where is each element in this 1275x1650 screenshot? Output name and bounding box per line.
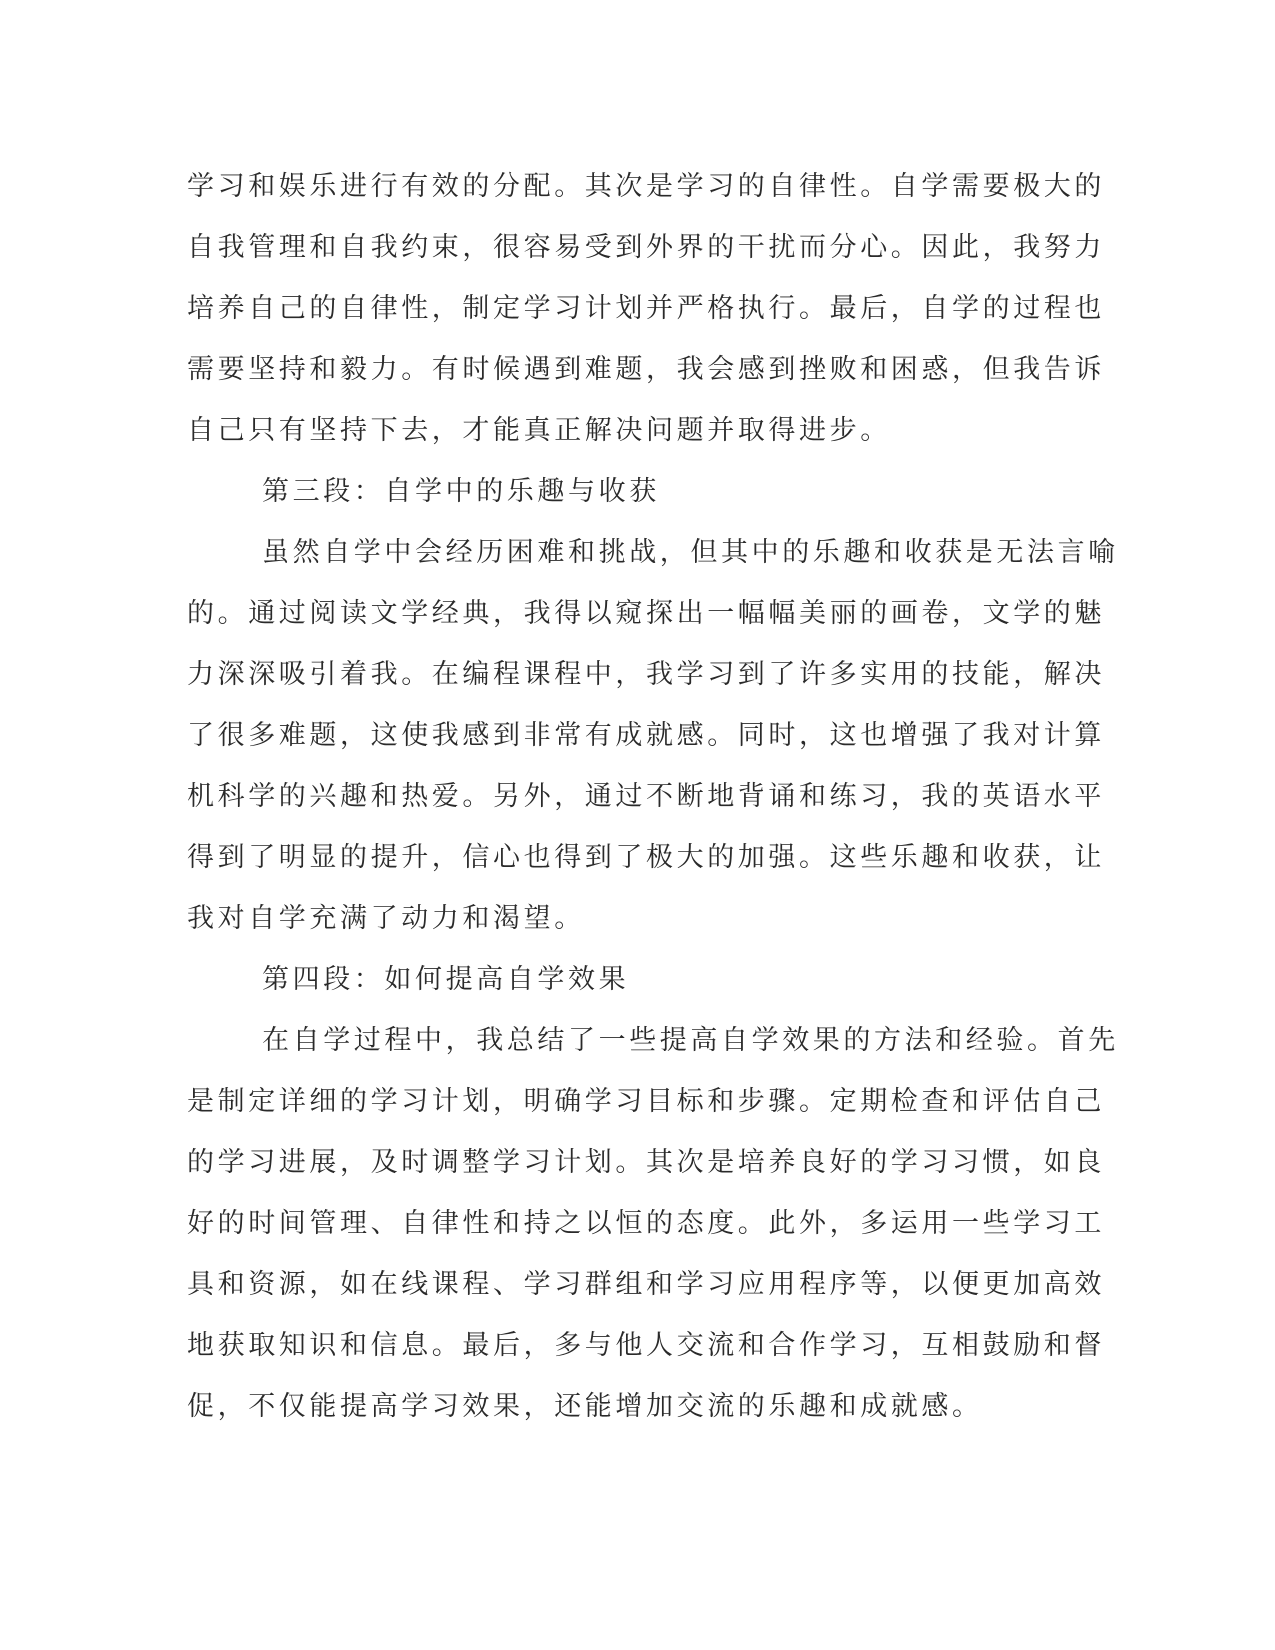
paragraph-line: 的学习进展，及时调整学习计划。其次是培养良好的学习习惯，如良 [187,1147,1105,1178]
paragraph-line: 促，不仅能提高学习效果，还能增加交流的乐趣和成就感。 [187,1391,983,1422]
paragraph-line: 培养自己的自律性，制定学习计划并严格执行。最后，自学的过程也 [187,293,1105,324]
document-body [187,156,1119,1437]
paragraph-line: 在自学过程中，我总结了一些提高自学效果的方法和经验。首先 [262,1025,1119,1056]
paragraph-line: 虽然自学中会经历困难和挑战，但其中的乐趣和收获是无法言喻 [262,537,1119,568]
paragraph-line: 具和资源，如在线课程、学习群组和学习应用程序等，以便更加高效 [187,1269,1105,1300]
paragraph-line: 了很多难题，这使我感到非常有成就感。同时，这也增强了我对计算 [187,720,1105,751]
paragraph-line: 我对自学充满了动力和渴望。 [187,903,585,934]
section-heading: 第四段：如何提高自学效果 [262,964,630,995]
paragraph-line: 得到了明显的提升，信心也得到了极大的加强。这些乐趣和收获，让 [187,842,1105,873]
paragraph-line: 学习和娱乐进行有效的分配。其次是学习的自律性。自学需要极大的 [187,171,1105,202]
paragraph-line: 机科学的兴趣和热爱。另外，通过不断地背诵和练习，我的英语水平 [187,781,1105,812]
paragraph-line: 是制定详细的学习计划，明确学习目标和步骤。定期检查和评估自己 [187,1086,1105,1117]
paragraph-line: 自我管理和自我约束，很容易受到外界的干扰而分心。因此，我努力 [187,232,1105,263]
section-heading: 第三段：自学中的乐趣与收获 [262,476,660,507]
paragraph-line: 的。通过阅读文学经典，我得以窥探出一幅幅美丽的画卷，文学的魅 [187,598,1105,629]
paragraph-line: 好的时间管理、自律性和持之以恒的态度。此外，多运用一些学习工 [187,1208,1105,1239]
paragraph-line: 需要坚持和毅力。有时候遇到难题，我会感到挫败和困惑，但我告诉 [187,354,1105,385]
paragraph-line: 地获取知识和信息。最后，多与他人交流和合作学习，互相鼓励和督 [187,1330,1105,1361]
paragraph-line: 自己只有坚持下去，才能真正解决问题并取得进步。 [187,415,891,446]
paragraph-line: 力深深吸引着我。在编程课程中，我学习到了许多实用的技能，解决 [187,659,1105,690]
